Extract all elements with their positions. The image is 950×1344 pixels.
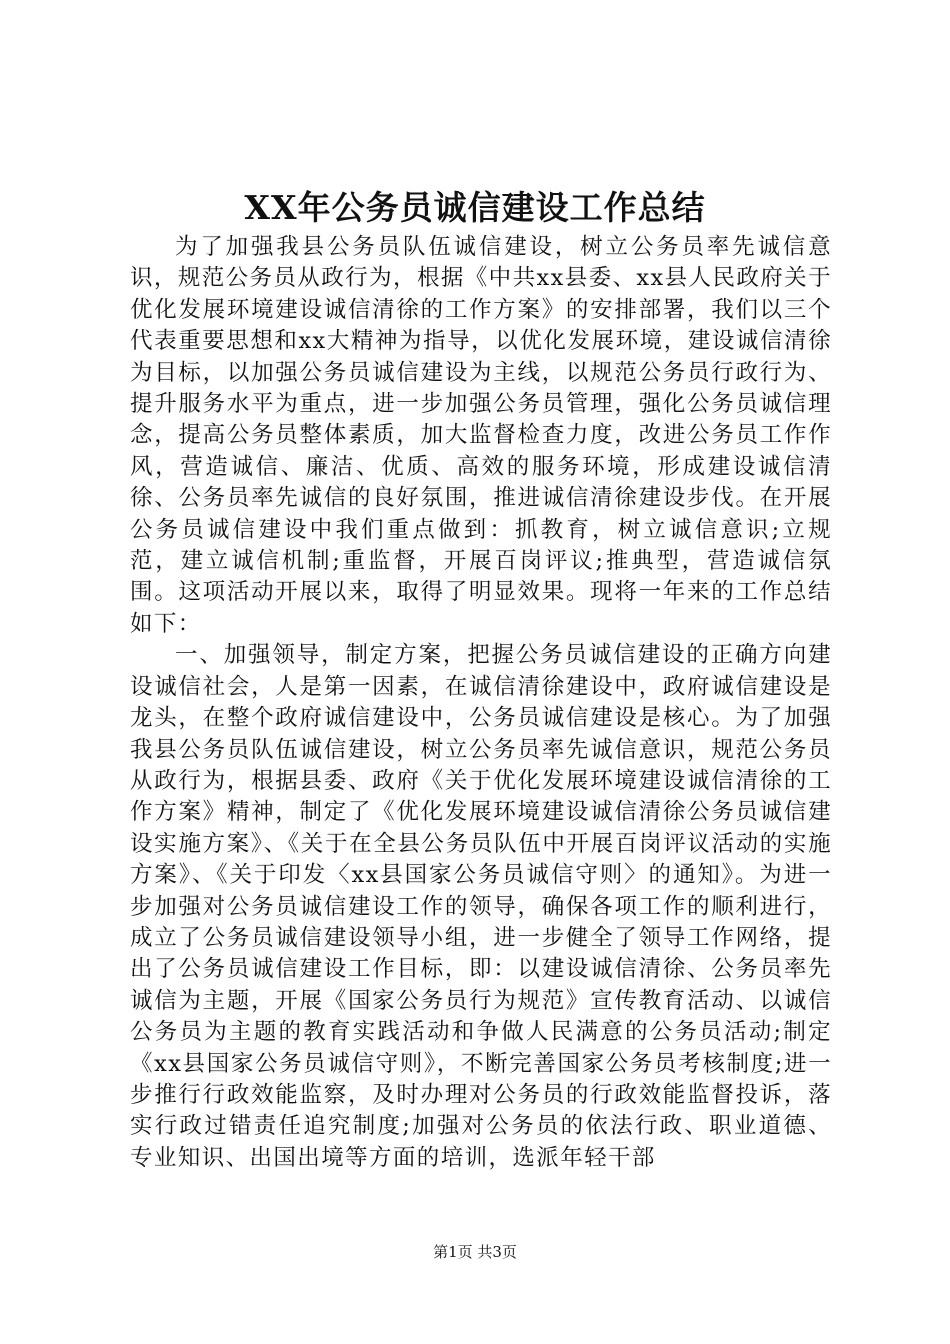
paragraph-section-one: 一、加强领导，制定方案，把握公务员诚信建设的正确方向建设诚信社会，人是第一因素，在诚信清徐建设中，政府诚信建设是龙头，在整个政府诚信建设中，公务员诚信建设是核心。为了加强我县公务员队伍诚信建设，树立公务员率先诚信意识，规范公务员从政行为，根据县委、政府《关于优化发展环境建设诚信清徐的工作方案》精神，制定了《优化发展环境建设诚信清徐公务员诚信建设实施方案》、《关于在全县公务员队伍中开展百岗评议活动的实施方案》、《关于印发〈xx县国家公务员诚信守则〉的通知》。为进一步加强对公务员诚信建设工作的领导，确保各项工作的顺利进行，成立了公务员诚信建设领导小组，进一步健全了领导工作网络，提出了公务员诚信建设工作目标，即：以建设诚信清徐、公务员率先诚信为主题，开展《国家公务员行为规范》宣传教育活动、以诚信公务员为主题的教育实践活动和争做人民满意的公务员活动;制定《xx县国家公务员诚信守则》，不断完善国家公务员考核制度;进一步推行行政效能监察，及时办理对公务员的行政效能监督投诉，落实行政过错责任追究制度;加强对公务员的依法行政、职业道德、专业知识、出国出境等方面的培训，选派年轻干部: [130, 642, 832, 1171]
paragraph-intro: 为了加强我县公务员队伍诚信建设，树立公务员率先诚信意识，规范公务员从政行为，根据《中共xx县委、xx县人民政府关于优化发展环境建设诚信清徐的工作方案》的安排部署，我们以三个代表重要思想和xx大精神为指导，以优化发展环境，建设诚信清徐为目标，以加强公务员诚信建设为主线，以规范公务员行政行为、提升服务水平为重点，进一步加强公务员管理，强化公务员诚信理念，提高公务员整体素质，加大监督检查力度，改进公务员工作作风，营造诚信、廉洁、优质、高效的服务环境，形成建设诚信清徐、公务员率先诚信的良好氛围，推进诚信清徐建设步伐。在开展公务员诚信建设中我们重点做到：抓教育，树立诚信意识;立规范，建立诚信机制;重监督，开展百岗评议;推典型，营造诚信氛围。这项活动开展以来，取得了明显效果。现将一年来的工作总结如下：: [130, 234, 832, 637]
page-title: XX年公务员诚信建设工作总结: [244, 188, 706, 227]
document-body: [130, 232, 832, 1174]
page-footer: 第1页 共3页: [433, 1243, 517, 1261]
